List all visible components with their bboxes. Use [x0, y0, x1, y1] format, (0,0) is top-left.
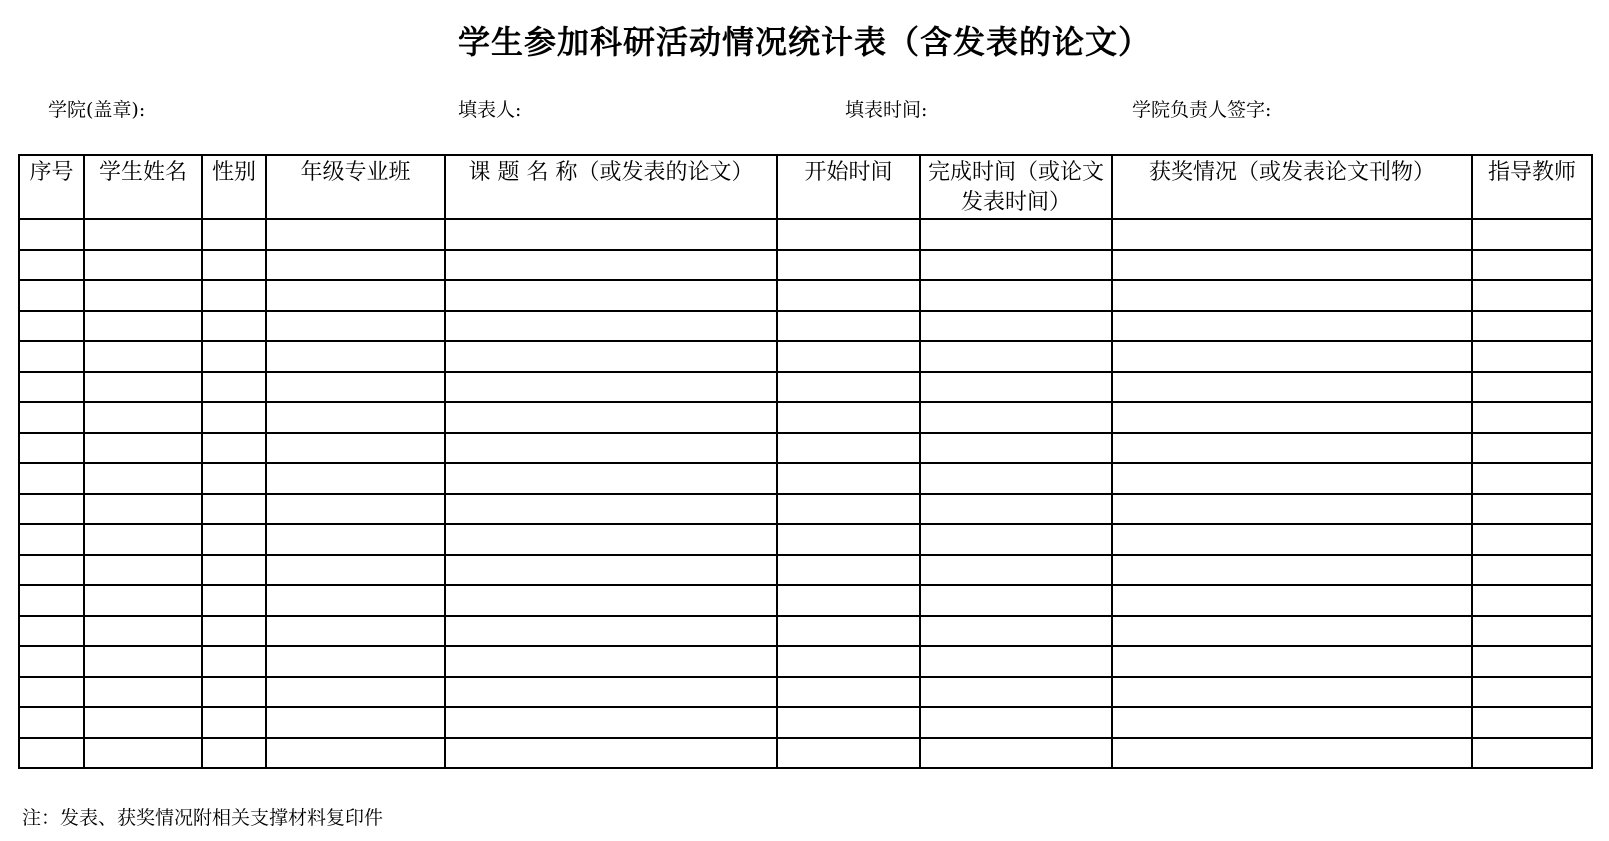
table-row	[19, 372, 1592, 403]
table-cell[interactable]	[19, 707, 84, 738]
table-cell[interactable]	[266, 494, 445, 525]
table-cell[interactable]	[266, 433, 445, 464]
table-row	[19, 585, 1592, 616]
table-row	[19, 433, 1592, 464]
table-cell[interactable]	[202, 707, 266, 738]
table-cell[interactable]	[266, 341, 445, 372]
table-cell[interactable]	[1112, 585, 1472, 616]
table-cell[interactable]	[1112, 677, 1472, 708]
table-cell[interactable]	[1472, 494, 1592, 525]
table-row	[19, 402, 1592, 433]
footnote: 注：发表、获奖情况附相关支撑材料复印件	[22, 807, 384, 829]
table-cell[interactable]	[202, 738, 266, 769]
header-student-name: 学生姓名	[84, 155, 202, 219]
table-cell[interactable]	[1112, 372, 1472, 403]
table-cell[interactable]	[19, 463, 84, 494]
table-row	[19, 738, 1592, 769]
table-cell[interactable]	[445, 524, 777, 555]
table-cell[interactable]	[266, 280, 445, 311]
table-cell[interactable]	[1472, 219, 1592, 250]
header-gender: 性别	[202, 155, 266, 219]
table-cell[interactable]	[202, 585, 266, 616]
table-cell[interactable]	[920, 616, 1112, 647]
table-cell[interactable]	[266, 311, 445, 342]
table-cell[interactable]	[777, 402, 920, 433]
table-cell[interactable]	[1472, 616, 1592, 647]
table-cell[interactable]	[202, 280, 266, 311]
table-cell[interactable]	[445, 250, 777, 281]
table-cell[interactable]	[1472, 433, 1592, 464]
table-cell[interactable]	[920, 677, 1112, 708]
table-cell[interactable]	[1472, 250, 1592, 281]
table-cell[interactable]	[1472, 555, 1592, 586]
table-cell[interactable]	[84, 707, 202, 738]
table-cell[interactable]	[920, 738, 1112, 769]
table-cell[interactable]	[84, 555, 202, 586]
table-cell[interactable]	[19, 433, 84, 464]
table-cell[interactable]	[777, 494, 920, 525]
table-cell[interactable]	[202, 402, 266, 433]
table-cell[interactable]	[266, 555, 445, 586]
header-start-time: 开始时间	[777, 155, 920, 219]
table-cell[interactable]	[445, 311, 777, 342]
table-row	[19, 341, 1592, 372]
table-cell[interactable]	[266, 402, 445, 433]
table-cell[interactable]	[84, 433, 202, 464]
table-cell[interactable]	[445, 494, 777, 525]
table-cell[interactable]	[777, 341, 920, 372]
table-cell[interactable]	[19, 341, 84, 372]
table-cell[interactable]	[19, 280, 84, 311]
table-cell[interactable]	[19, 585, 84, 616]
header-advisor: 指导教师	[1472, 155, 1592, 219]
table-row	[19, 524, 1592, 555]
table-cell[interactable]	[1112, 219, 1472, 250]
table-cell[interactable]	[920, 585, 1112, 616]
table-cell[interactable]	[1112, 280, 1472, 311]
table-cell[interactable]	[266, 616, 445, 647]
table-cell[interactable]	[920, 524, 1112, 555]
table-cell[interactable]	[1472, 677, 1592, 708]
header-completion-time: 完成时间（或论文发表时间）	[920, 155, 1112, 219]
table-cell[interactable]	[1112, 707, 1472, 738]
table-cell[interactable]	[777, 707, 920, 738]
table-cell[interactable]	[266, 646, 445, 677]
table-cell[interactable]	[19, 219, 84, 250]
table-cell[interactable]	[1112, 616, 1472, 647]
table-cell[interactable]	[202, 341, 266, 372]
table-cell[interactable]	[266, 677, 445, 708]
header-awards: 获奖情况（或发表论文刊物）	[1112, 155, 1472, 219]
table-cell[interactable]	[1472, 280, 1592, 311]
table-cell[interactable]	[84, 616, 202, 647]
table-cell[interactable]	[19, 677, 84, 708]
table-cell[interactable]	[266, 585, 445, 616]
table-cell[interactable]	[1112, 555, 1472, 586]
table-header-row	[19, 155, 1592, 219]
table-cell[interactable]	[266, 738, 445, 769]
header-serial-number: 序号	[19, 155, 84, 219]
table-body	[19, 219, 1592, 768]
table-cell[interactable]	[920, 707, 1112, 738]
table-cell[interactable]	[19, 646, 84, 677]
table-cell[interactable]	[84, 494, 202, 525]
table-cell[interactable]	[777, 311, 920, 342]
table-row	[19, 463, 1592, 494]
table-cell[interactable]	[84, 677, 202, 708]
table-cell[interactable]	[19, 250, 84, 281]
table-cell[interactable]	[202, 433, 266, 464]
table-cell[interactable]	[1472, 463, 1592, 494]
table-cell[interactable]	[777, 585, 920, 616]
table-cell[interactable]	[1472, 524, 1592, 555]
table-cell[interactable]	[202, 311, 266, 342]
table-cell[interactable]	[266, 250, 445, 281]
table-cell[interactable]	[1112, 250, 1472, 281]
table-cell[interactable]	[920, 311, 1112, 342]
table-cell[interactable]	[1472, 738, 1592, 769]
table-cell[interactable]	[1112, 463, 1472, 494]
table-cell[interactable]	[19, 616, 84, 647]
table-cell[interactable]	[445, 616, 777, 647]
table-cell[interactable]	[445, 707, 777, 738]
table-cell[interactable]	[202, 646, 266, 677]
table-row	[19, 250, 1592, 281]
table-cell[interactable]	[445, 372, 777, 403]
table-cell[interactable]	[1112, 646, 1472, 677]
table-cell[interactable]	[777, 280, 920, 311]
table-cell[interactable]	[445, 402, 777, 433]
table-cell[interactable]	[445, 280, 777, 311]
table-cell[interactable]	[19, 738, 84, 769]
college-head-signature-label: 学院负责人签字:	[1132, 99, 1272, 121]
table-cell[interactable]	[202, 372, 266, 403]
table-cell[interactable]	[84, 646, 202, 677]
table-cell[interactable]	[202, 219, 266, 250]
table-cell[interactable]	[84, 250, 202, 281]
table-cell[interactable]	[84, 463, 202, 494]
table-cell[interactable]	[920, 402, 1112, 433]
table-cell[interactable]	[19, 524, 84, 555]
table-cell[interactable]	[266, 707, 445, 738]
table-cell[interactable]	[266, 219, 445, 250]
table-cell[interactable]	[777, 677, 920, 708]
table-cell[interactable]	[202, 524, 266, 555]
form-title: 学生参加科研活动情况统计表（含发表的论文）	[457, 23, 1151, 61]
college-seal-label: 学院(盖章):	[48, 99, 146, 121]
table-cell[interactable]	[1472, 341, 1592, 372]
table-cell[interactable]	[920, 250, 1112, 281]
table-row	[19, 219, 1592, 250]
table-cell[interactable]	[777, 646, 920, 677]
table-row	[19, 616, 1592, 647]
header-project-title: 课 题 名 称（或发表的论文）	[445, 155, 777, 219]
table-cell[interactable]	[84, 280, 202, 311]
activity-stats-table	[18, 154, 1593, 769]
table-cell[interactable]	[202, 555, 266, 586]
table-row	[19, 646, 1592, 677]
table-cell[interactable]	[920, 280, 1112, 311]
table-cell[interactable]	[266, 524, 445, 555]
table-cell[interactable]	[1472, 402, 1592, 433]
table-cell[interactable]	[777, 524, 920, 555]
table-cell[interactable]	[19, 311, 84, 342]
table-cell[interactable]	[445, 646, 777, 677]
table-cell[interactable]	[202, 677, 266, 708]
table-cell[interactable]	[1472, 707, 1592, 738]
table-cell[interactable]	[19, 555, 84, 586]
table-cell[interactable]	[777, 555, 920, 586]
table-cell[interactable]	[920, 341, 1112, 372]
table-cell[interactable]	[920, 494, 1112, 525]
table-row	[19, 677, 1592, 708]
table-row	[19, 707, 1592, 738]
table-cell[interactable]	[445, 738, 777, 769]
table-cell[interactable]	[445, 341, 777, 372]
table-cell[interactable]	[84, 341, 202, 372]
table-row	[19, 494, 1592, 525]
table-cell[interactable]	[202, 616, 266, 647]
table-cell[interactable]	[445, 433, 777, 464]
table-row	[19, 280, 1592, 311]
table-cell[interactable]	[777, 616, 920, 647]
table-cell[interactable]	[920, 463, 1112, 494]
table-cell[interactable]	[1472, 585, 1592, 616]
table-cell[interactable]	[920, 372, 1112, 403]
table-cell[interactable]	[84, 372, 202, 403]
table-cell[interactable]	[445, 585, 777, 616]
table-cell[interactable]	[1472, 372, 1592, 403]
table-cell[interactable]	[777, 433, 920, 464]
table-cell[interactable]	[445, 555, 777, 586]
table-cell[interactable]	[202, 250, 266, 281]
table-cell[interactable]	[1112, 402, 1472, 433]
table-cell[interactable]	[1112, 494, 1472, 525]
table-cell[interactable]	[19, 494, 84, 525]
table-cell[interactable]	[445, 219, 777, 250]
table-cell[interactable]	[777, 372, 920, 403]
table-cell[interactable]	[266, 372, 445, 403]
table-cell[interactable]	[84, 219, 202, 250]
table-cell[interactable]	[1112, 311, 1472, 342]
table-cell[interactable]	[777, 463, 920, 494]
table-cell[interactable]	[1112, 433, 1472, 464]
table-cell[interactable]	[920, 219, 1112, 250]
table-cell[interactable]	[84, 311, 202, 342]
table-cell[interactable]	[202, 463, 266, 494]
table-cell[interactable]	[84, 738, 202, 769]
table-cell[interactable]	[777, 738, 920, 769]
table-cell[interactable]	[445, 463, 777, 494]
table-cell[interactable]	[84, 402, 202, 433]
table-cell[interactable]	[1472, 311, 1592, 342]
header-grade-major-class: 年级专业班	[266, 155, 445, 219]
table-cell[interactable]	[84, 524, 202, 555]
table-cell[interactable]	[19, 372, 84, 403]
table-cell[interactable]	[777, 250, 920, 281]
table-cell[interactable]	[920, 433, 1112, 464]
table-cell[interactable]	[1472, 646, 1592, 677]
table-cell[interactable]	[84, 585, 202, 616]
table-cell[interactable]	[266, 463, 445, 494]
table-cell[interactable]	[1112, 524, 1472, 555]
table-cell[interactable]	[202, 494, 266, 525]
table-cell[interactable]	[920, 646, 1112, 677]
table-row	[19, 311, 1592, 342]
table-cell[interactable]	[1112, 738, 1472, 769]
table-cell[interactable]	[445, 677, 777, 708]
table-cell[interactable]	[777, 219, 920, 250]
table-cell[interactable]	[920, 555, 1112, 586]
table-row	[19, 555, 1592, 586]
table-cell[interactable]	[19, 402, 84, 433]
table-cell[interactable]	[1112, 341, 1472, 372]
fill-time-label: 填表时间:	[845, 99, 928, 121]
filler-label: 填表人:	[458, 99, 522, 121]
